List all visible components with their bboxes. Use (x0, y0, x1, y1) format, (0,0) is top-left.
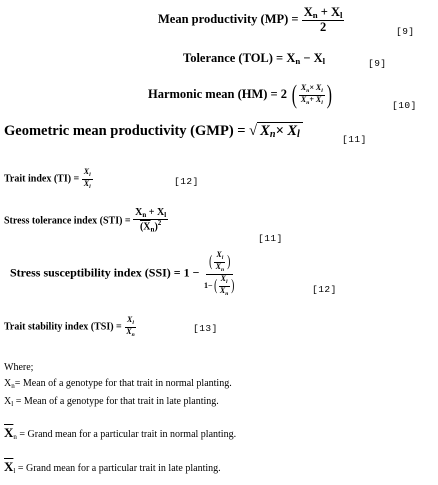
mp-num-sub2: l (340, 10, 343, 20)
sti-den-x: (X (139, 221, 151, 233)
definition-xl (4, 396, 219, 408)
where-heading: Where; (4, 362, 34, 373)
def-xl-sub: l (11, 400, 14, 408)
mp-num-x: X (303, 5, 313, 19)
hm-citation: [10] (392, 100, 417, 111)
gmp-label: Geometric mean productivity (GMP) = (4, 123, 246, 139)
ti-den-x: X (83, 178, 90, 188)
hm-den-plus: + X (309, 94, 322, 104)
tsi-num-sub: l (132, 320, 134, 326)
hm-den-sub1: n (306, 99, 310, 106)
definition-grand-xl (4, 459, 221, 475)
ssi-label: Stress susceptibility index (SSI) = 1 − (10, 265, 200, 280)
mp-fraction (302, 6, 345, 34)
ssi-inner-num-x: X (216, 250, 222, 259)
ti-formula (4, 168, 93, 191)
hm-fraction (299, 84, 325, 107)
hm-formula (148, 82, 333, 108)
def-xl-symbol: X (4, 396, 12, 407)
mp-formula (158, 6, 344, 34)
hm-num-sub2: l (321, 87, 323, 94)
sti-num-sub1: n (142, 211, 147, 219)
ssi-den-num-sub: l (226, 278, 228, 285)
definition-grand-xn (4, 425, 236, 441)
sti-fraction (133, 208, 168, 234)
sti-citation: [11] (258, 233, 283, 244)
definition-xn (4, 378, 232, 390)
def-xn-symbol: X (4, 378, 12, 389)
ssi-den-num-x: X (220, 273, 226, 283)
tsi-fraction (124, 316, 136, 339)
sti-num-plus: + X (146, 207, 165, 218)
ti-num-sub: l (89, 172, 91, 178)
hm-den-x: X (300, 94, 307, 104)
mp-den: 2 (319, 20, 327, 35)
hm-num-x: X (300, 82, 307, 92)
ti-fraction (82, 168, 93, 191)
def-grand-xl-text: = Grand mean for a particular trait in late planting. (15, 463, 221, 474)
def-xl-text: = Mean of a genotype for that trait in late planting. (13, 396, 219, 407)
mp-citation: [9] (396, 26, 415, 37)
gmp-times: × X (275, 123, 298, 139)
ssi-formula (10, 251, 238, 297)
ssi-citation: [12] (312, 284, 337, 295)
gmp-sub-b: l (297, 129, 300, 140)
sti-den-sup: 2 (157, 219, 162, 228)
hm-paren-left: ( (291, 80, 298, 109)
sti-label: Stress tolerance index (STI) = (4, 215, 131, 227)
ssi-fraction (202, 251, 238, 297)
gmp-formula (4, 122, 303, 140)
tol-citation: [9] (368, 58, 387, 69)
sqrt-icon: √ (249, 123, 258, 139)
ssi-outer-num: ( $\frac{X_l}{X_n}$ ) (206, 251, 233, 275)
tol-x1: X (286, 51, 296, 65)
ssi-inner-num-sub: l (221, 255, 224, 261)
sti-den-sub: n (150, 225, 155, 234)
sti-formula (4, 208, 168, 234)
tsi-formula (4, 316, 137, 339)
ssi-inner-num-frac (214, 251, 226, 274)
ti-citation: [12] (174, 176, 199, 187)
def-grand-xl-symbol: $\overline{X}$ (4, 459, 14, 474)
hm-label: Harmonic mean (HM) = 2 (148, 86, 288, 101)
ssi-den-prefix: 1− (203, 280, 213, 290)
tsi-den-x: X (126, 326, 132, 336)
tol-minus: − X (300, 51, 323, 65)
ssi-den-den-x: X (219, 285, 226, 295)
ti-den-sub: l (89, 183, 91, 190)
mp-num-sub1: n (312, 10, 318, 20)
def-grand-xn-sub: n (13, 433, 17, 441)
ti-num-x: X (83, 167, 90, 176)
def-xn-text: = Mean of a genotype for that trait in normal planting. (14, 378, 232, 389)
hm-num-times: × X (309, 82, 322, 92)
ssi-inner-den-x: X (215, 261, 221, 271)
sti-den-close: ) (154, 221, 158, 233)
sti-num-sub2: l (164, 211, 167, 219)
tol-sub-a: n (295, 56, 301, 66)
mp-num-plus: + X (317, 5, 340, 19)
tol-label: Tolerance (TOL) = (183, 51, 284, 65)
ssi-den-den-sub: n (225, 290, 229, 297)
def-grand-xn-symbol: $\overline{X}$ (4, 425, 14, 440)
mp-label: Mean productivity (MP) = (158, 12, 299, 27)
ssi-inner-den-sub: n (220, 266, 225, 273)
hm-den-sub2: l (321, 99, 323, 106)
ssi-inner-den-frac (218, 275, 230, 298)
sti-num-x: X (135, 207, 143, 218)
def-grand-xn-text: = Grand mean for a particular trait in normal planting. (16, 429, 237, 440)
hm-num-sub1: n (306, 87, 310, 94)
gmp-sub-a: n (269, 129, 276, 140)
tsi-citation: [13] (193, 323, 218, 334)
tol-formula (183, 51, 325, 66)
def-xn-sub: n (11, 382, 15, 390)
hm-paren-right: ) (326, 80, 332, 109)
tol-sub-b: l (322, 56, 326, 66)
tsi-den-sub: n (131, 331, 135, 338)
gmp-x1: X (260, 123, 270, 139)
def-grand-xl-sub: l (13, 467, 16, 475)
ti-label: Trait index (TI) = (4, 173, 80, 185)
gmp-citation: [11] (342, 134, 367, 145)
tsi-label: Trait stability index (TSI) = (4, 321, 122, 333)
gmp-radicand (257, 122, 303, 140)
ssi-outer-den: 1−( $\frac{X_l}{X_n}$ ) (203, 273, 235, 297)
tsi-num-x: X (127, 315, 133, 324)
